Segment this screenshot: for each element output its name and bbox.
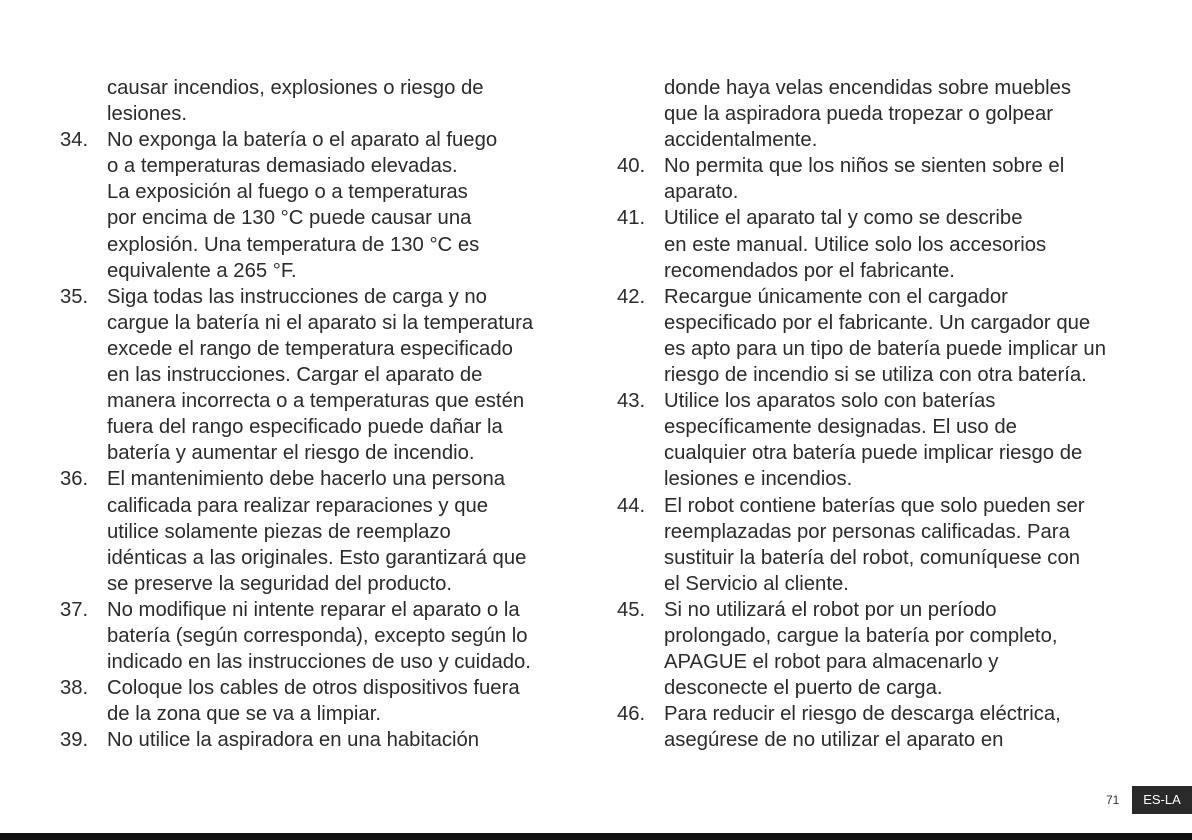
list-item-line	[617, 310, 1137, 336]
language-badge: ES-LA	[1132, 786, 1192, 814]
item-text: reemplazadas por personas calificadas. Para	[664, 520, 1070, 543]
list-item-first-line	[617, 284, 1137, 310]
list-item-line	[617, 519, 1137, 545]
item-text: se preserve la seguridad del producto.	[107, 572, 452, 595]
list-item-first-line	[60, 675, 580, 701]
list-item-line	[617, 336, 1137, 362]
item-number: 36.	[60, 468, 89, 491]
item-text: APAGUE el robot para almacenarlo y	[664, 651, 999, 674]
list-item-line	[60, 545, 580, 571]
list-item-first-line	[617, 153, 1137, 179]
item-text: manera incorrecta o a temperaturas que estén	[107, 390, 525, 413]
list-item-line	[60, 232, 580, 258]
list-item-first-line	[60, 127, 580, 153]
item-text: que la aspiradora pueda tropezar o golpear	[664, 103, 1053, 126]
item-text: Utilice los aparatos solo con baterías	[664, 390, 996, 413]
item-number: 39.	[60, 729, 89, 752]
list-item-line	[60, 101, 580, 127]
list-item-first-line	[617, 205, 1137, 231]
item-text: explosión. Una temperatura de 130 °C es	[107, 233, 480, 256]
item-text: No utilice la aspiradora en una habitación	[107, 729, 480, 752]
list-item-first-line	[60, 284, 580, 310]
item-number: 46.	[617, 703, 646, 726]
item-text: accidentalmente.	[664, 129, 818, 152]
item-number: 34.	[60, 129, 89, 152]
item-number: 41.	[617, 207, 646, 230]
list-item-line	[617, 127, 1137, 153]
item-text: cualquier otra batería puede implicar riesgo de	[664, 442, 1083, 465]
bottom-rule	[0, 833, 1192, 840]
list-item-first-line	[617, 493, 1137, 519]
item-text: utilice solamente piezas de reemplazo	[107, 520, 451, 543]
list-item-line	[617, 675, 1137, 701]
list-item-line	[617, 440, 1137, 466]
list-item-line	[60, 310, 580, 336]
item-text: excede el rango de temperatura especificado	[107, 337, 513, 360]
item-text: No exponga la batería o el aparato al fuego	[107, 129, 498, 152]
list-item-line	[60, 701, 580, 727]
list-item-line	[617, 466, 1137, 492]
list-item-line	[60, 519, 580, 545]
list-item-line	[60, 153, 580, 179]
item-text: La exposición al fuego o a temperaturas	[107, 181, 468, 204]
item-text: Utilice el aparato tal y como se describe	[664, 207, 1023, 230]
list-item-line	[60, 336, 580, 362]
item-number: 43.	[617, 390, 646, 413]
list-item-line	[617, 362, 1137, 388]
list-item-line	[60, 571, 580, 597]
item-text: No permita que los niños se sienten sobre el	[664, 155, 1065, 178]
item-text: batería (según corresponda), excepto según lo	[107, 624, 528, 647]
item-number: 44.	[617, 494, 646, 517]
item-text: Siga todas las instrucciones de carga y no	[107, 285, 487, 308]
list-item-line	[617, 545, 1137, 571]
list-item-line	[617, 414, 1137, 440]
list-item-line	[60, 179, 580, 205]
item-text: indicado en las instrucciones de uso y cuidado.	[107, 651, 531, 674]
item-text: cargue la batería ni el aparato si la temperatura	[107, 311, 534, 334]
item-text: desconecte el puerto de carga.	[664, 677, 943, 700]
list-item-first-line	[617, 701, 1137, 727]
list-item-first-line	[617, 388, 1137, 414]
list-item-line	[617, 101, 1137, 127]
item-text: El robot contiene baterías que solo pueden ser	[664, 494, 1085, 517]
item-text: calificada para realizar reparaciones y que	[107, 494, 489, 517]
item-text: es apto para un tipo de batería puede implicar un	[664, 337, 1106, 360]
list-item-line	[617, 258, 1137, 284]
list-item-line	[617, 623, 1137, 649]
item-text: aparato.	[664, 181, 739, 204]
item-text: asegúrese de no utilizar el aparato en	[664, 729, 1004, 752]
list-item-line	[60, 388, 580, 414]
list-item-line	[60, 649, 580, 675]
list-item-first-line	[60, 466, 580, 492]
item-text: en este manual. Utilice solo los accesorios	[664, 233, 1047, 256]
item-number: 35.	[60, 285, 89, 308]
item-text: Si no utilizará el robot por un período	[664, 598, 997, 621]
item-text: equivalente a 265 °F.	[107, 259, 297, 282]
list-item-line	[60, 205, 580, 231]
item-number: 40.	[617, 155, 646, 178]
item-text: idénticas a las originales. Esto garantizará que	[107, 546, 527, 569]
list-item-first-line	[60, 597, 580, 623]
item-text: batería y aumentar el riesgo de incendio.	[107, 442, 475, 465]
item-text: prolongado, cargue la batería por completo,	[664, 624, 1058, 647]
item-text: por encima de 130 °C puede causar una	[107, 207, 472, 230]
list-item-line	[60, 362, 580, 388]
list-item-first-line	[60, 727, 580, 753]
list-item-line	[617, 571, 1137, 597]
list-item-first-line	[617, 597, 1137, 623]
item-number: 45.	[617, 598, 646, 621]
page-number: 71	[1106, 793, 1120, 807]
item-text: No modifique ni intente reparar el aparato o la	[107, 598, 520, 621]
item-text: el Servicio al cliente.	[664, 572, 849, 595]
item-text: Coloque los cables de otros dispositivos fuera	[107, 677, 520, 700]
item-text: especificado por el fabricante. Un cargador que	[664, 311, 1091, 334]
item-text: en las instrucciones. Cargar el aparato de	[107, 364, 483, 387]
item-text: Para reducir el riesgo de descarga eléctrica,	[664, 703, 1061, 726]
list-item-line	[617, 232, 1137, 258]
list-item-line	[60, 623, 580, 649]
item-text: sustituir la batería del robot, comuníquese con	[664, 546, 1081, 569]
item-number: 37.	[60, 598, 89, 621]
list-item-line	[60, 258, 580, 284]
list-item-line	[617, 75, 1137, 101]
list-item-line	[617, 649, 1137, 675]
item-text: lesiones e incendios.	[664, 468, 853, 491]
item-text: o a temperaturas demasiado elevadas.	[107, 155, 458, 178]
item-text: fuera del rango especificado puede dañar la	[107, 416, 503, 439]
item-number: 42.	[617, 285, 646, 308]
list-item-line	[617, 179, 1137, 205]
list-item-line	[60, 440, 580, 466]
list-item-line	[617, 727, 1137, 753]
item-text: donde haya velas encendidas sobre muebles	[664, 77, 1072, 99]
right-column	[617, 75, 1137, 753]
list-item-line	[60, 493, 580, 519]
item-text: específicamente designadas. El uso de	[664, 416, 1017, 439]
left-column	[60, 75, 580, 753]
item-text: recomendados por el fabricante.	[664, 259, 955, 282]
item-text: Recargue únicamente con el cargador	[664, 285, 1008, 308]
item-number: 38.	[60, 677, 89, 700]
item-text: de la zona que se va a limpiar.	[107, 703, 381, 726]
item-text: El mantenimiento debe hacerlo una persona	[107, 468, 505, 491]
item-text: riesgo de incendio si se utiliza con otra batería.	[664, 364, 1087, 387]
list-item-line	[60, 75, 580, 101]
list-item-line	[60, 414, 580, 440]
item-text: causar incendios, explosiones o riesgo de	[107, 77, 484, 99]
item-text: lesiones.	[107, 103, 188, 126]
